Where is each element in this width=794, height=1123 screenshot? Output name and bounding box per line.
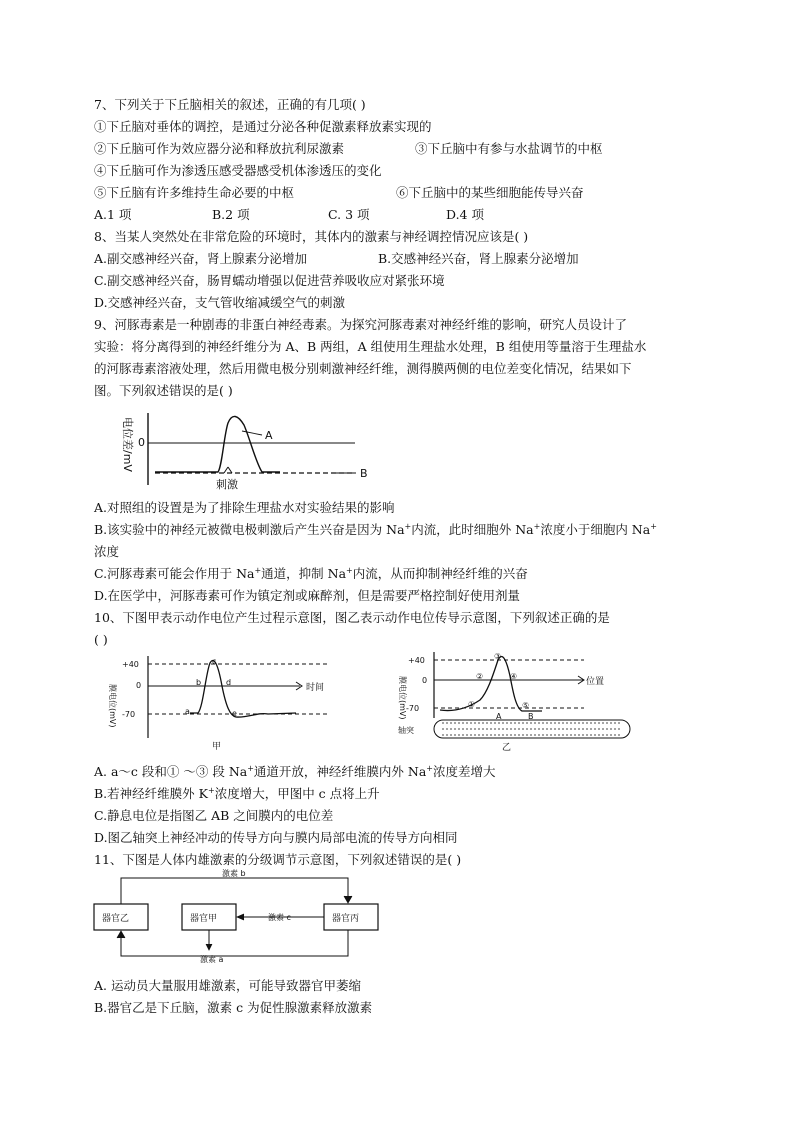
q10-stem: 10、下图甲表示动作电位产生过程示意图，图乙表示动作电位传导示意图，下列叙述正确的是 bbox=[94, 610, 610, 625]
q11-hormone-b: 激素 b bbox=[222, 869, 246, 878]
q10-yi-marker-3: ③ bbox=[494, 652, 502, 661]
q9-stem-line-2: 实验：将分离得到的神经纤维分为 A、B 两组，A 组使用生理盐水处理，B 组使用等量溶于生理盐水 bbox=[94, 339, 647, 354]
q11-arrow-c-head bbox=[237, 914, 244, 920]
q11-hormone-diagram bbox=[92, 868, 382, 968]
q9-fig-stimulus-arrow bbox=[224, 467, 232, 473]
q10-option-b bbox=[94, 786, 380, 802]
q10-figure-jia bbox=[108, 650, 348, 752]
q10-yi-label-a: A bbox=[496, 712, 502, 721]
q9-stem-line-4: 图。下列叙述错误的是( ) bbox=[94, 383, 233, 398]
q11-stem: 11、下图是人体内雄激素的分级调节示意图，下列叙述错误的是( ) bbox=[94, 852, 462, 867]
q7-statement-3: ③下丘脑中有参与水盐调节的中枢 bbox=[415, 141, 603, 156]
q10-yi-marker-2: ② bbox=[476, 672, 484, 681]
q9-option-b-sup2: + bbox=[533, 521, 541, 531]
q9-fig-ylabel: 电位差/mV bbox=[121, 417, 134, 472]
q10-option-d: D.图乙轴突上神经冲动的传导方向与膜内局部电流的传导方向相同 bbox=[94, 830, 458, 845]
q11-arrow-a-down-head bbox=[206, 944, 212, 950]
q9-option-c-part2: 通道，抑制 Na bbox=[261, 566, 347, 581]
q10-jia-point-c: c bbox=[212, 657, 217, 666]
q9-option-b-part3: 浓度小于细胞内 Na bbox=[540, 522, 651, 537]
q11-arrow-a-head bbox=[117, 931, 125, 938]
q9-option-d: D.在医学中，河豚毒素可作为镇定剂或麻醉剂，但是需要严格控制好使用剂量 bbox=[94, 588, 521, 603]
q10-jia-point-b: b bbox=[196, 678, 202, 687]
q7-option-c: C. 3 项 bbox=[328, 207, 370, 222]
q9-option-c-sup2: + bbox=[346, 565, 353, 575]
q9-option-b-cont: 浓度 bbox=[94, 544, 120, 559]
q8-option-a: A.副交感神经兴奋，肾上腺素分泌增加 bbox=[94, 251, 308, 266]
q11-hormone-a: 激素 a bbox=[200, 955, 224, 964]
q11-hormone-c: 激素 c bbox=[268, 913, 291, 922]
q10-jia-point-a: a bbox=[185, 707, 190, 716]
q10-option-a-sup2: + bbox=[426, 763, 433, 773]
q8-option-b: B.交感神经兴奋，肾上腺素分泌增加 bbox=[378, 251, 579, 266]
q8-option-d: D.交感神经兴奋，支气管收缩减缓空气的刺激 bbox=[94, 295, 346, 310]
q9-potential-figure bbox=[110, 405, 400, 491]
q9-fig-stimulus-label: 刺激 bbox=[216, 478, 238, 491]
q9-fig-label-b: B bbox=[360, 467, 368, 480]
q11-arrow-a bbox=[121, 930, 348, 956]
q9-fig-label-a-leader bbox=[242, 431, 262, 435]
q10-stem-cont: ( ) bbox=[94, 632, 108, 647]
q9-option-b-sup1: + bbox=[404, 521, 412, 531]
q10-figure-yi bbox=[392, 648, 640, 752]
q9-option-c-part1: C.河豚毒素可能会作用于 Na bbox=[94, 566, 255, 581]
q9-option-c-part3: 内流，从而抑制神经纤维的兴奋 bbox=[352, 566, 528, 581]
q11-arrow-b-head bbox=[344, 896, 352, 903]
q11-option-b: B.器官乙是下丘脑，激素 c 为促性腺激素释放激素 bbox=[94, 1000, 373, 1015]
q9-fig-curve-a bbox=[155, 416, 280, 472]
q7-statement-4: ④下丘脑可作为渗透压感受器感受机体渗透压的变化 bbox=[94, 163, 382, 178]
q10-option-a-part1: A. a～c 段和① ～③ 段 Na bbox=[94, 764, 248, 779]
q10-jia-point-d: d bbox=[226, 678, 232, 687]
q8-stem: 8、当某人突然处在非常危险的环境时，其体内的激素与神经调控情况应该是( ) bbox=[94, 229, 529, 244]
q10-yi-caption: 乙 bbox=[502, 743, 512, 752]
q7-statement-2: ②下丘脑可作为效应器分泌和释放抗利尿激素 bbox=[94, 141, 345, 156]
q7-statement-6: ⑥下丘脑中的某些细胞能传导兴奋 bbox=[396, 185, 584, 200]
q10-option-b-sup1: + bbox=[207, 785, 215, 795]
q10-option-a bbox=[94, 764, 496, 780]
q9-fig-label-a: A bbox=[265, 429, 273, 442]
q10-jia-m70: -70 bbox=[122, 710, 136, 719]
q10-option-b-part2: 浓度增大，甲图中 c 点将上升 bbox=[214, 786, 380, 801]
q9-option-b-sup3: + bbox=[650, 521, 657, 531]
q10-yi-marker-4: ④ bbox=[510, 672, 518, 681]
q10-jia-curve bbox=[190, 661, 296, 718]
q9-stem-line-1: 9、河豚毒素是一种剧毒的非蛋白神经毒素。为探究河豚毒素对神经纤维的影响，研究人员设计了 bbox=[94, 317, 627, 332]
q10-option-a-part2: 通道开放，神经纤维膜内外 Na bbox=[253, 764, 427, 779]
q10-yi-m70: -70 bbox=[406, 704, 420, 713]
q11-organ-jia: 器官甲 bbox=[190, 914, 218, 924]
q9-option-a: A.对照组的设置是为了排除生理盐水对实验结果的影响 bbox=[94, 500, 395, 515]
q10-option-a-sup1: + bbox=[247, 763, 254, 773]
q9-option-b-part2: 内流，此时细胞外 Na bbox=[411, 522, 534, 537]
q10-yi-xlabel: 位置 bbox=[586, 677, 605, 687]
q10-jia-caption: 甲 bbox=[212, 742, 222, 752]
q8-option-c: C.副交感神经兴奋，肠胃蠕动增强以促进营养吸收应对紧张环境 bbox=[94, 273, 445, 288]
q10-yi-marker-5: ⑤ bbox=[522, 701, 530, 710]
q10-jia-p40: +40 bbox=[122, 660, 139, 669]
q11-arrow-b bbox=[121, 878, 348, 904]
q10-option-b-part1: B.若神经纤维膜外 K bbox=[94, 786, 208, 801]
q7-option-b: B.2 项 bbox=[212, 207, 250, 222]
q10-yi-marker-1: ① bbox=[468, 700, 476, 709]
q9-fig-zero: 0 bbox=[138, 436, 145, 449]
q10-option-a-part3: 浓度差增大 bbox=[433, 764, 496, 779]
q11-option-a: A. 运动员大量服用雄激素，可能导致器官甲萎缩 bbox=[94, 978, 361, 993]
q10-yi-ylabel: 膜电位(mV) bbox=[398, 676, 407, 720]
q10-jia-point-e: e bbox=[232, 709, 237, 718]
q11-organ-yi: 器官乙 bbox=[102, 914, 130, 924]
q10-yi-p40: +40 bbox=[408, 656, 425, 665]
q9-option-b-part1: B.该实验中的神经元被微电极刺激后产生兴奋是因为 Na bbox=[94, 522, 405, 537]
q7-stem: 7、下列关于下丘脑相关的叙述，正确的有几项( ) bbox=[94, 97, 366, 112]
q10-jia-zero: 0 bbox=[136, 681, 142, 690]
q7-statement-5: ⑤下丘脑有许多维持生命必要的中枢 bbox=[94, 185, 295, 200]
q10-option-c: C.静息电位是指图乙 AB 之间膜内的电位差 bbox=[94, 808, 334, 823]
q11-organ-bing: 器官丙 bbox=[332, 914, 360, 924]
q7-option-d: D.4 项 bbox=[446, 207, 484, 222]
q7-option-a: A.1 项 bbox=[94, 207, 132, 222]
q9-stem-line-3: 的河豚毒素溶液处理，然后用微电极分别刺激神经纤维，测得膜两侧的电位差变化情况，结果如下 bbox=[94, 361, 632, 376]
q10-yi-label-b: B bbox=[528, 712, 534, 721]
q9-option-b bbox=[94, 522, 657, 538]
q7-statement-1: ①下丘脑对垂体的调控，是通过分泌各种促激素释放素实现的 bbox=[94, 119, 432, 134]
q9-option-c bbox=[94, 566, 528, 582]
q10-yi-zero: 0 bbox=[422, 676, 428, 685]
q10-yi-axon-label: 轴突 bbox=[398, 726, 414, 735]
q10-jia-ylabel: 膜电位(mV) bbox=[108, 684, 117, 728]
q10-jia-xlabel: 时间 bbox=[306, 683, 325, 693]
q9-option-c-sup1: + bbox=[254, 565, 262, 575]
